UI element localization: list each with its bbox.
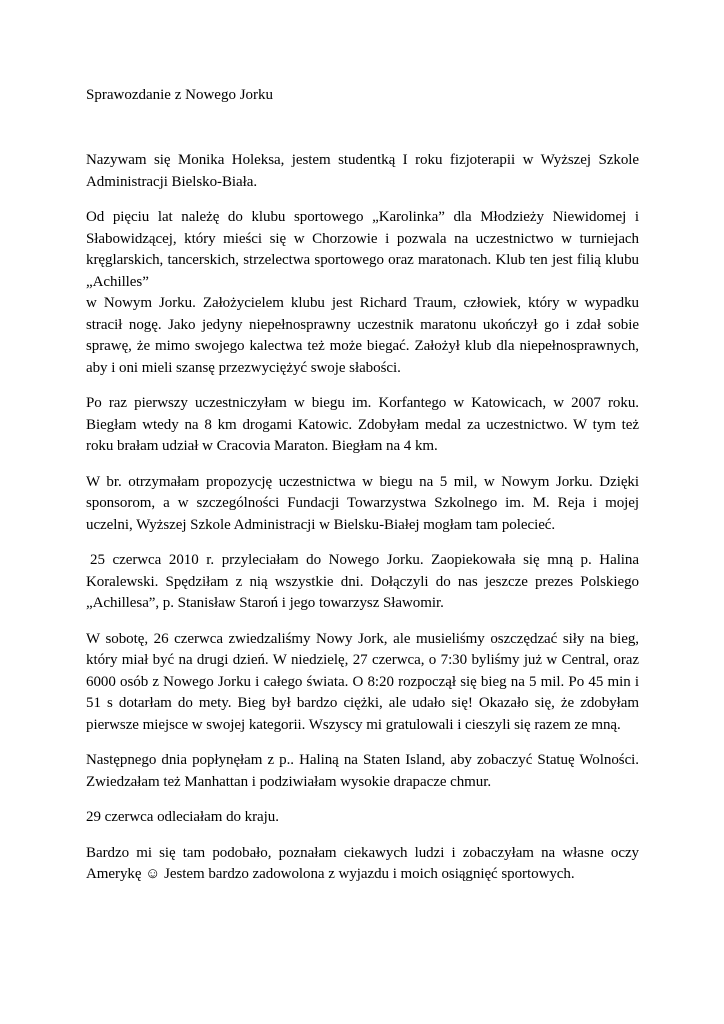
paragraph-first-races: Po raz pierwszy uczestniczyłam w biegu im. Korfantego w Katowicach, w 2007 roku. Biegłam wtedy na 8 km drogami Katowic. Zdobyłam medal za uczestnictwo. W tym też roku brałam udział w Cracovia Maraton. Biegłam na 4 km. (86, 395, 639, 454)
paragraph-introduction: Nazywam się Monika Holeksa, jestem studentką I roku fizjoterapii w Wyższej Szkole Administracji Bielsko-Biała. (86, 152, 639, 190)
paragraph-conclusion: Bardzo mi się tam podobało, poznałam ciekawych ludzi i zobaczyłam na własne oczy Amerykę ☺ Jestem bardzo zadowolona z wyjazdu i moich osiągnięć sportowych. (86, 844, 639, 882)
document-body (86, 150, 639, 886)
paragraph-departure: 29 czerwca odleciałam do kraju. (86, 809, 279, 825)
document-title: Sprawozdanie z Nowego Jorku (86, 87, 274, 103)
paragraph-race-day: W sobotę, 26 czerwca zwiedzaliśmy Nowy Jork, ale musieliśmy oszczędzać siły na bieg, który miał być na drugi dzień. W niedzielę, 27 czerwca, o 7:30 byliśmy już w Central, oraz 6000 osób z Nowego Jorku i całego świata. O 8:20 rozpoczął się bieg na 5 mil. Po 45 min i 51 s dotarłam do mety. Bieg był bardzo ciężki, ale udało się! Okazało się, że zdobyłam pierwsze miejsce w swojej kategorii. Wszyscy mi gratulowali i cieszyli się razem ze mną. (86, 630, 639, 733)
paragraph-sightseeing: Następnego dnia popłynęłam z p.. Haliną na Staten Island, aby zobaczyć Statuę Wolności. Zwiedzałam też Manhattan i podziwiałam wysokie drapacze chmur. (86, 752, 639, 790)
paragraph-club: Od pięciu lat należę do klubu sportowego „Karolinka” dla Młodzieży Niewidomej i Słabowidzącej, który mieści się w Chorzowie i pozwala na uczestnictwo w turniejach kręglarskich, tancerskich, strzelectwa sportowego oraz maratonach. Klub ten jest filią klubu „Achilles” w Nowym Jorku. Założycielem klubu jest Richard Traum, człowiek, który w wypadku stracił nogę. Jako jedyny niepełnosprawny uczestnik maratonu ukończył go i zdał sobie sprawę, że mimo swojego kalectwa też może biegać. Założył klub dla niepełnosprawnych, aby i oni mieli szansę przezwyciężyć swoje słabości. (86, 209, 639, 376)
paragraph-invitation: W br. otrzymałam propozycję uczestnictwa w biegu na 5 mil, w Nowym Jorku. Dzięki sponsorom, a w szczególności Fundacji Towarzystwa Szkolnego im. M. Reja i mojej uczelni, Wyższej Szkole Administracji w Bielsku-Białej mogłam tam polecieć. (86, 473, 639, 533)
paragraph-arrival: 25 czerwca 2010 r. przyleciałam do Nowego Jorku. Zaopiekowała się mną p. Halina Koralewski. Spędziłam z nią wszystkie dni. Dołączyli do nas jeszcze prezes Polskiego „Achillesa”, p. Stanisław Staroń i jego towarzysz Sławomir. (86, 552, 639, 611)
